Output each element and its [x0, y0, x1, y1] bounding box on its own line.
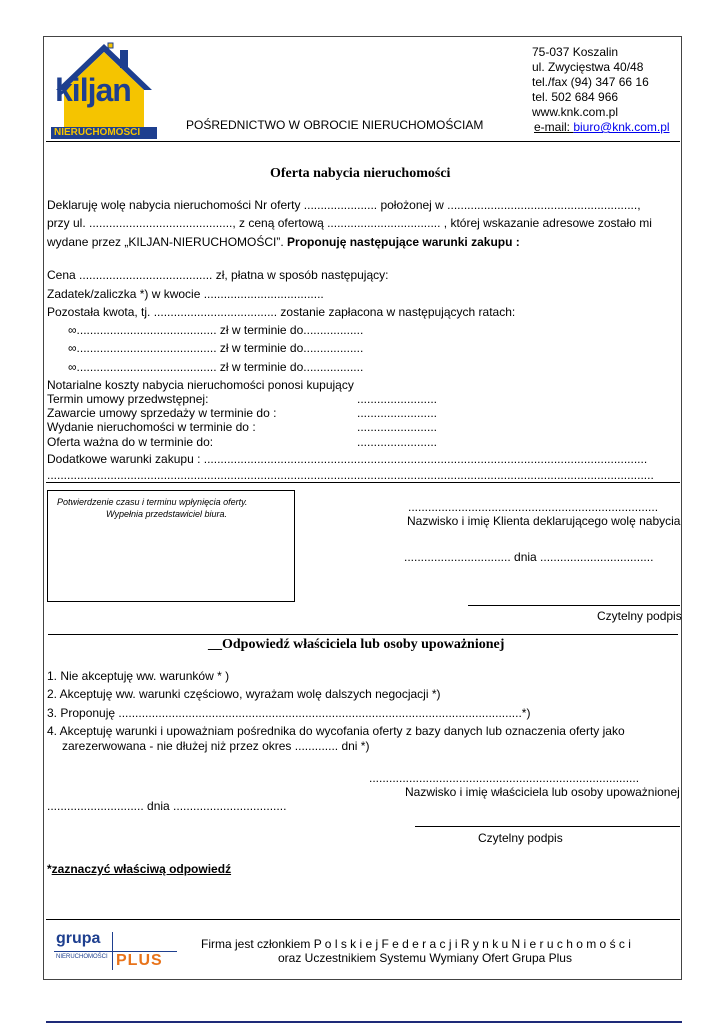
term-value-4[interactable]: ........................ — [357, 435, 438, 449]
client-signature-line — [468, 605, 680, 606]
email-line — [534, 120, 670, 134]
gp-small-text: NIERUCHOMOŚCI — [56, 954, 108, 960]
owner-section-title: __Odpowiedź właściciela lub osoby upoważnionej — [208, 637, 505, 652]
tagline: POŚREDNICTWO W OBROCIE NIERUCHOMOŚCIAM — [186, 118, 484, 132]
office-confirmation-box — [47, 490, 295, 602]
owner-signature-label: Czytelny podpis — [478, 831, 563, 845]
form-title: Oferta nabycia nieruchomości — [270, 166, 451, 181]
owner-name-label: Nazwisko i imię właściciela lub osoby upoważnionej — [405, 785, 680, 799]
page-bottom-rule — [46, 1021, 682, 1023]
header-rule — [46, 141, 680, 142]
owner-signature-line — [415, 826, 680, 827]
logo-subtext: NIERUCHOMOŚCI — [54, 127, 141, 138]
website: www.knk.com.pl — [532, 105, 619, 119]
gp-top-text: grupa — [56, 930, 101, 947]
owner-name-dots[interactable]: ................................................................................. — [369, 771, 640, 785]
installment-1[interactable]: ∞.......................................... zł w terminie do.................. — [68, 323, 364, 337]
owner-option-4-cont: zarezerwowana - nie dłużej niż przez okres ............. dni *) — [62, 739, 370, 753]
logo-wordmark: kiljan — [55, 72, 131, 108]
gp-vertical — [112, 932, 113, 970]
owner-option-2[interactable]: 2. Akceptuję ww. warunki częściowo, wyrażam wolę dalszych negocjacji *) — [47, 687, 441, 701]
term-label-3: Wydanie nieruchomości w terminie do : — [47, 420, 256, 434]
address-street: ul. Zwycięstwa 40/48 — [532, 60, 644, 74]
email-label: e-mail: — [534, 120, 574, 134]
footer-line-1: Firma jest członkiem P o l s k i e j F e d e r a c j i R y n k u N i e r u c h o m o ś c i — [201, 937, 631, 951]
grupa-plus-logo — [54, 930, 179, 972]
contact-block — [532, 45, 649, 120]
owner-option-1[interactable]: 1. Nie akceptuję ww. warunków * ) — [47, 669, 230, 683]
declaration-line-2: przy ul. ..........................................., z ceną ofertową .................................. , której wskazanie adresowe zostało mi — [47, 216, 652, 230]
owner-date-line[interactable]: ............................. dnia .................................. — [47, 799, 287, 813]
deposit-line[interactable]: Zadatek/zaliczka *) w kwocie .................................... — [47, 287, 324, 301]
tel-fax: tel./fax (94) 347 66 16 — [532, 75, 649, 89]
term-label-4: Oferta ważna do w terminie do: — [47, 435, 214, 449]
term-value-1[interactable]: ........................ — [357, 392, 438, 406]
office-box-line-2: Wypełnia przedstawiciel biura. — [106, 509, 228, 519]
additional-terms-2[interactable]: ...................................................................................................................................................................................... — [47, 468, 654, 482]
terms-rule — [46, 482, 680, 483]
remaining-line[interactable]: Pozostała kwota, tj. ..................................... zostanie zapłacona w następujących ratach: — [47, 305, 516, 319]
client-date-line[interactable]: ................................ dnia .................................. — [404, 550, 654, 564]
address-city: 75-037 Koszalin — [532, 45, 619, 59]
term-value-3[interactable]: ........................ — [357, 420, 438, 434]
office-box-line-1: Potwierdzenie czasu i terminu wpłynięcia oferty. — [57, 497, 248, 507]
price-line[interactable]: Cena ........................................ zł, płatna w sposób następujący: — [47, 268, 389, 282]
tel: tel. 502 684 966 — [532, 90, 619, 104]
gp-plus-text: PLUS — [116, 952, 163, 969]
notary-costs: Notarialne koszty nabycia nieruchomości ponosi kupujący — [47, 378, 354, 392]
client-name-dots[interactable]: ........................................................................... — [408, 500, 659, 514]
term-label-2: Zawarcie umowy sprzedaży w terminie do : — [47, 406, 277, 420]
term-value-2[interactable]: ........................ — [357, 406, 438, 420]
client-signature-label: Czytelny podpis — [597, 609, 682, 623]
proposal-heading: Proponuję następujące warunki zakupu : — [287, 235, 520, 249]
declaration-line-1: Deklaruję wolę nabycia nieruchomości Nr oferty ...................... położonej w ........................................................., — [47, 198, 641, 212]
email-link[interactable]: biuro@knk.com.pl — [573, 120, 670, 134]
client-name-label: Nazwisko i imię Klienta deklarującego wolę nabycia — [407, 514, 681, 528]
declaration-line-3-text: wydane przez „KILJAN-NIERUCHOMOŚCI”. — [47, 235, 288, 249]
note-star: * — [47, 862, 52, 876]
section-rule — [48, 634, 678, 635]
installment-3[interactable]: ∞.......................................... zł w terminie do.................. — [68, 360, 364, 374]
declaration-line-3 — [47, 235, 520, 249]
note-text: zaznaczyć właściwą odpowiedź — [51, 862, 232, 876]
footer-line-2: oraz Uczestnikiem Systemu Wymiany Ofert Grupa Plus — [278, 951, 572, 965]
additional-terms[interactable]: Dodatkowe warunki zakupu : ..................................................................................................................................... — [47, 452, 648, 466]
footer-rule — [46, 919, 680, 920]
term-label-1: Termin umowy przedwstępnej: — [47, 392, 209, 406]
owner-option-4[interactable]: 4. Akceptuję warunki i upoważniam pośrednika do wycofania oferty z bazy danych lub oznaczenia oferty jako — [47, 724, 625, 738]
note — [47, 862, 231, 876]
installment-2[interactable]: ∞.......................................... zł w terminie do.................. — [68, 341, 364, 355]
owner-option-3[interactable]: 3. Proponuję .........................................................................................................................*) — [47, 706, 531, 720]
